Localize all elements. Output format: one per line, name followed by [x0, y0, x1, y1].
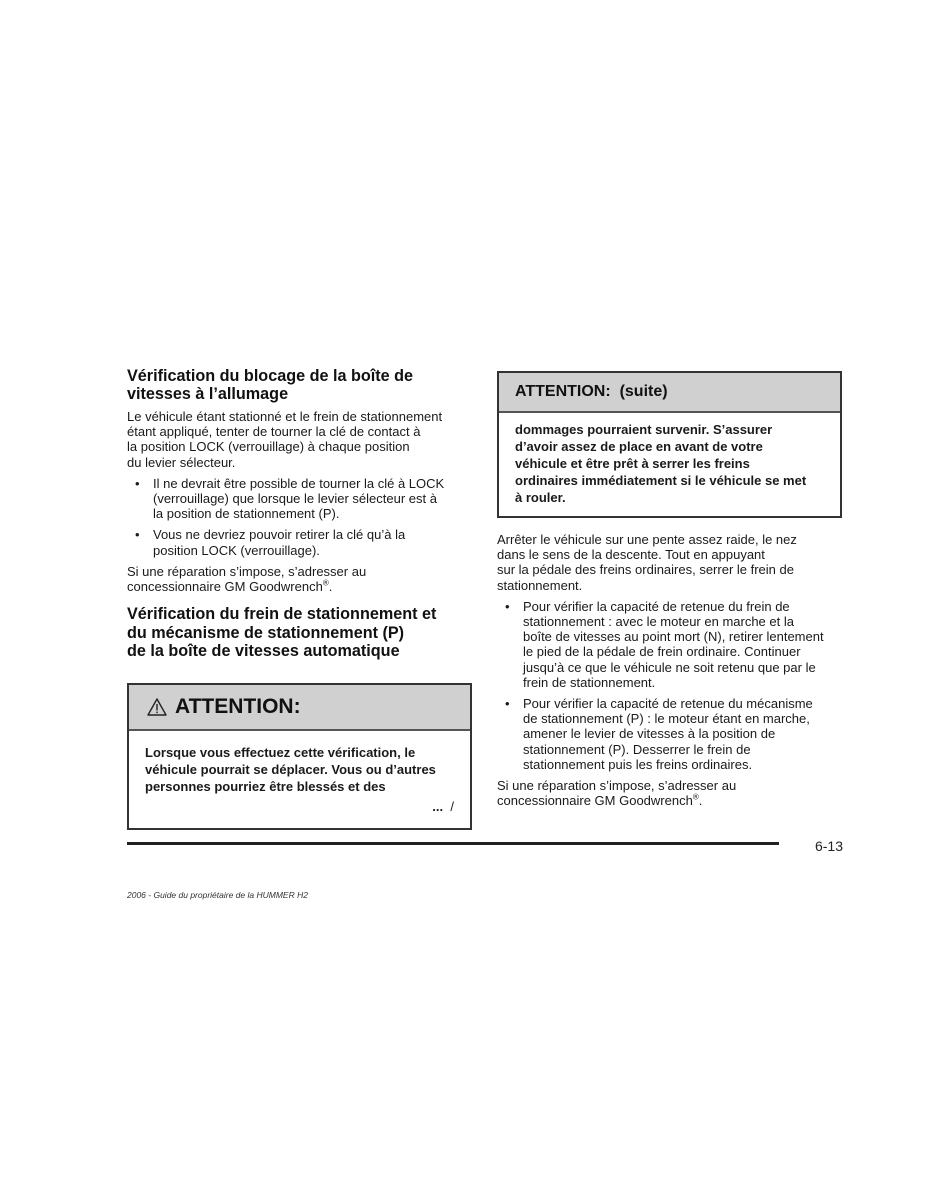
list-item: • Pour vérifier la capacité de retenue du frein de stationnement : avec le moteur en marche et la boîte de vitesses au point mort (N), retirer lentement le pied de la pédale de frein ordinaire. Continuer jusqu’à ce que le véhicule ne soit retenu que par le frein de stationnement. — [505, 598, 824, 690]
bullet-list — [127, 476, 472, 558]
left-column — [127, 367, 472, 830]
warning-triangle-icon — [147, 698, 167, 716]
closing-paragraph: Si une réparation s’impose, s’adresser au concessionnaire GM Goodwrench®. — [127, 563, 367, 595]
attention-title: ATTENTION: — [175, 694, 301, 718]
intro-paragraph: Le véhicule étant stationné et le frein de stationnement étant appliqué, tenter de tourner la clé de contact à la position LOCK (verrouillage) à chaque position du levier sélecteur. — [127, 409, 443, 470]
bullet-icon: • — [505, 598, 510, 614]
list-item: • Vous ne devriez pouvoir retirer la clé qu’à la position LOCK (verrouillage). — [135, 527, 406, 558]
bullet-icon: • — [135, 527, 140, 543]
document-footer: 2006 - Guide du propriétaire de la HUMMER H2 — [127, 890, 308, 900]
attention-box — [127, 683, 472, 830]
right-column — [497, 371, 842, 808]
attention-continued-box — [497, 371, 842, 518]
page-number: 6-13 — [814, 838, 843, 854]
attention-continued-body: dommages pourraient survenir. S’assurer d’avoir assez de place en avant de votre véhicule et être prêt à serrer les freins ordinaires immédiatement si le véhicule se met à rouler. — [515, 422, 807, 505]
bullet-list — [497, 599, 842, 772]
section-heading-parking-brake: Vérification du frein de stationnement et du mécanisme de stationnement (P) de la boîte de vitesses automatique — [127, 605, 437, 661]
list-item: • Pour vérifier la capacité de retenue du mécanisme de stationnement (P) : le moteur étant en marche, amener le levier de vitesses à la position de stationnement (P). Desserrer le frein de stationnement puis les freins ordinaires. — [505, 696, 813, 772]
list-item: • Il ne devrait être possible de tourner la clé à LOCK (verrouillage) que lorsque le levier sélecteur est à la position de stationnement (P). — [135, 475, 445, 522]
bullet-icon: • — [135, 475, 140, 491]
closing-paragraph: Si une réparation s’impose, s’adresser au concessionnaire GM Goodwrench®. — [497, 778, 737, 809]
attention-header — [129, 685, 470, 731]
attention-body: Lorsque vous effectuez cette vérification, le véhicule pourrait se déplacer. Vous ou d’autres personnes pourriez être blessés et des ... / — [145, 744, 454, 814]
page-rule — [127, 842, 779, 845]
slope-instruction-paragraph: Arrêter le véhicule sur une pente assez raide, le nez dans le sens de la descente. Tout en appuyant sur la pédale des freins ordinaires, serrer le frein de stationnement. — [497, 532, 797, 593]
attention-continued-header — [499, 373, 840, 413]
continued-marker: ... / — [432, 798, 454, 814]
attention-continued-title: ATTENTION: (suite) — [515, 383, 668, 400]
section-heading-ignition-lock: Vérification du blocage de la boîte de vitesses à l’allumage — [127, 367, 414, 403]
bullet-icon: • — [505, 696, 510, 712]
